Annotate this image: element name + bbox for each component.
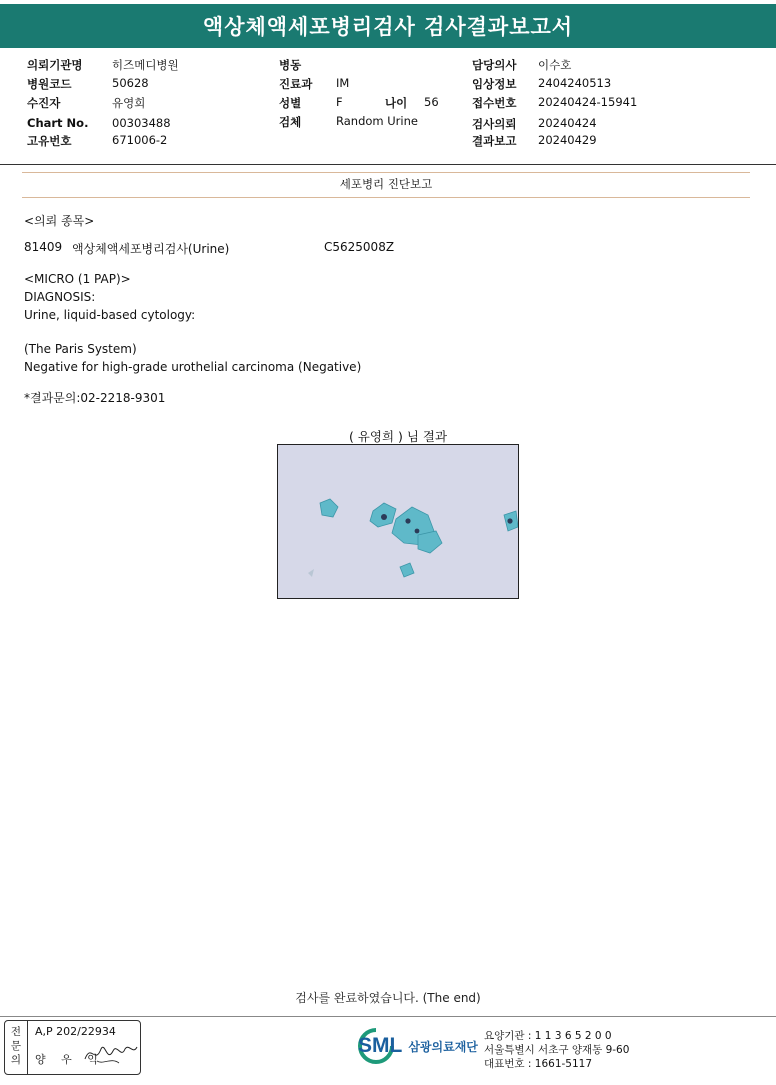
value-clinical-info: 2404240513 <box>538 76 612 90</box>
signature-image <box>83 1037 139 1069</box>
label-receipt-no: 접수번호 <box>472 96 517 110</box>
label-hospital-code: 병원코드 <box>27 77 72 91</box>
label-clinical-info: 임상정보 <box>472 77 517 91</box>
ap-number: A,P 202/22934 <box>35 1025 116 1038</box>
specialist-char-2: 문 <box>10 1040 22 1052</box>
section-title: 세포병리 진단보고 <box>339 177 433 191</box>
request-header: <의뢰 종목> <box>24 214 95 228</box>
label-institution: 의뢰기관명 <box>27 58 83 72</box>
micro-label: <MICRO (1 PAP)> <box>24 272 131 286</box>
section-top-line <box>22 172 750 173</box>
test-name: 액상체액세포병리검사(Urine) <box>72 242 230 256</box>
foundation-name: 삼광의료재단 <box>408 1039 478 1054</box>
value-specimen: Random Urine <box>336 114 418 128</box>
value-department: IM <box>336 76 350 90</box>
label-unique-id: 고유번호 <box>27 134 72 148</box>
sml-logo <box>356 1026 478 1066</box>
test-code: 81409 <box>24 240 63 254</box>
specialist-label <box>5 1021 28 1074</box>
contact-info: *결과문의:02-2218-9301 <box>24 391 166 405</box>
label-department: 진료과 <box>279 77 313 91</box>
value-receipt-no: 20240424-15941 <box>538 95 638 109</box>
label-report-date: 결과보고 <box>472 134 517 148</box>
value-unique-id: 671006-2 <box>112 133 168 147</box>
image-caption: ( 유영희 ) 님 결과 <box>348 429 448 444</box>
value-age: 56 <box>424 95 439 109</box>
label-doctor: 담당의사 <box>472 58 517 72</box>
value-report-date: 20240429 <box>538 133 597 147</box>
label-ward: 병동 <box>279 58 302 72</box>
value-request-date: 20240424 <box>538 116 597 130</box>
diagnosis-result: Negative for high-grade urothelial carcinoma (Negative) <box>24 360 362 374</box>
address: 서울특별시 서초구 양재동 9-60 <box>484 1044 630 1056</box>
label-specimen: 검체 <box>279 115 302 129</box>
value-institution: 히즈메디병원 <box>112 58 179 72</box>
specialist-char-3: 의 <box>10 1054 22 1066</box>
header-divider <box>0 164 776 165</box>
label-patient: 수진자 <box>27 96 61 110</box>
signature-box <box>4 1020 141 1075</box>
section-bottom-line <box>22 197 750 198</box>
label-sex: 성별 <box>279 96 302 110</box>
label-request-date: 검사의뢰 <box>472 117 517 131</box>
value-doctor: 이수호 <box>538 58 572 72</box>
institution-code: 요양기관 : 1 1 3 6 5 2 0 0 <box>484 1030 612 1042</box>
label-chart-no: Chart No. <box>27 116 89 130</box>
value-hospital-code: 50628 <box>112 76 149 90</box>
report-title: 액상체액세포병리검사 검사결과보고서 <box>0 4 776 48</box>
specialist-char-1: 전 <box>10 1026 22 1038</box>
specimen-code: C5625008Z <box>324 240 395 254</box>
value-sex: F <box>336 95 343 109</box>
doctor-name: 양 우 익 <box>35 1053 104 1066</box>
sml-logo-text: SML <box>358 1034 403 1057</box>
phone: 대표번호 : 1661-5117 <box>484 1058 593 1070</box>
cytology-image <box>277 444 519 599</box>
diagnosis-line: Urine, liquid-based cytology: <box>24 308 196 322</box>
value-chart-no: 00303488 <box>112 116 171 130</box>
label-age: 나이 <box>385 96 408 110</box>
paris-system: (The Paris System) <box>24 342 137 356</box>
value-patient: 유영희 <box>112 96 146 110</box>
end-text: 검사를 완료하였습니다. (The end) <box>295 991 481 1005</box>
footer-divider <box>0 1016 776 1017</box>
diagnosis-label: DIAGNOSIS: <box>24 290 96 304</box>
